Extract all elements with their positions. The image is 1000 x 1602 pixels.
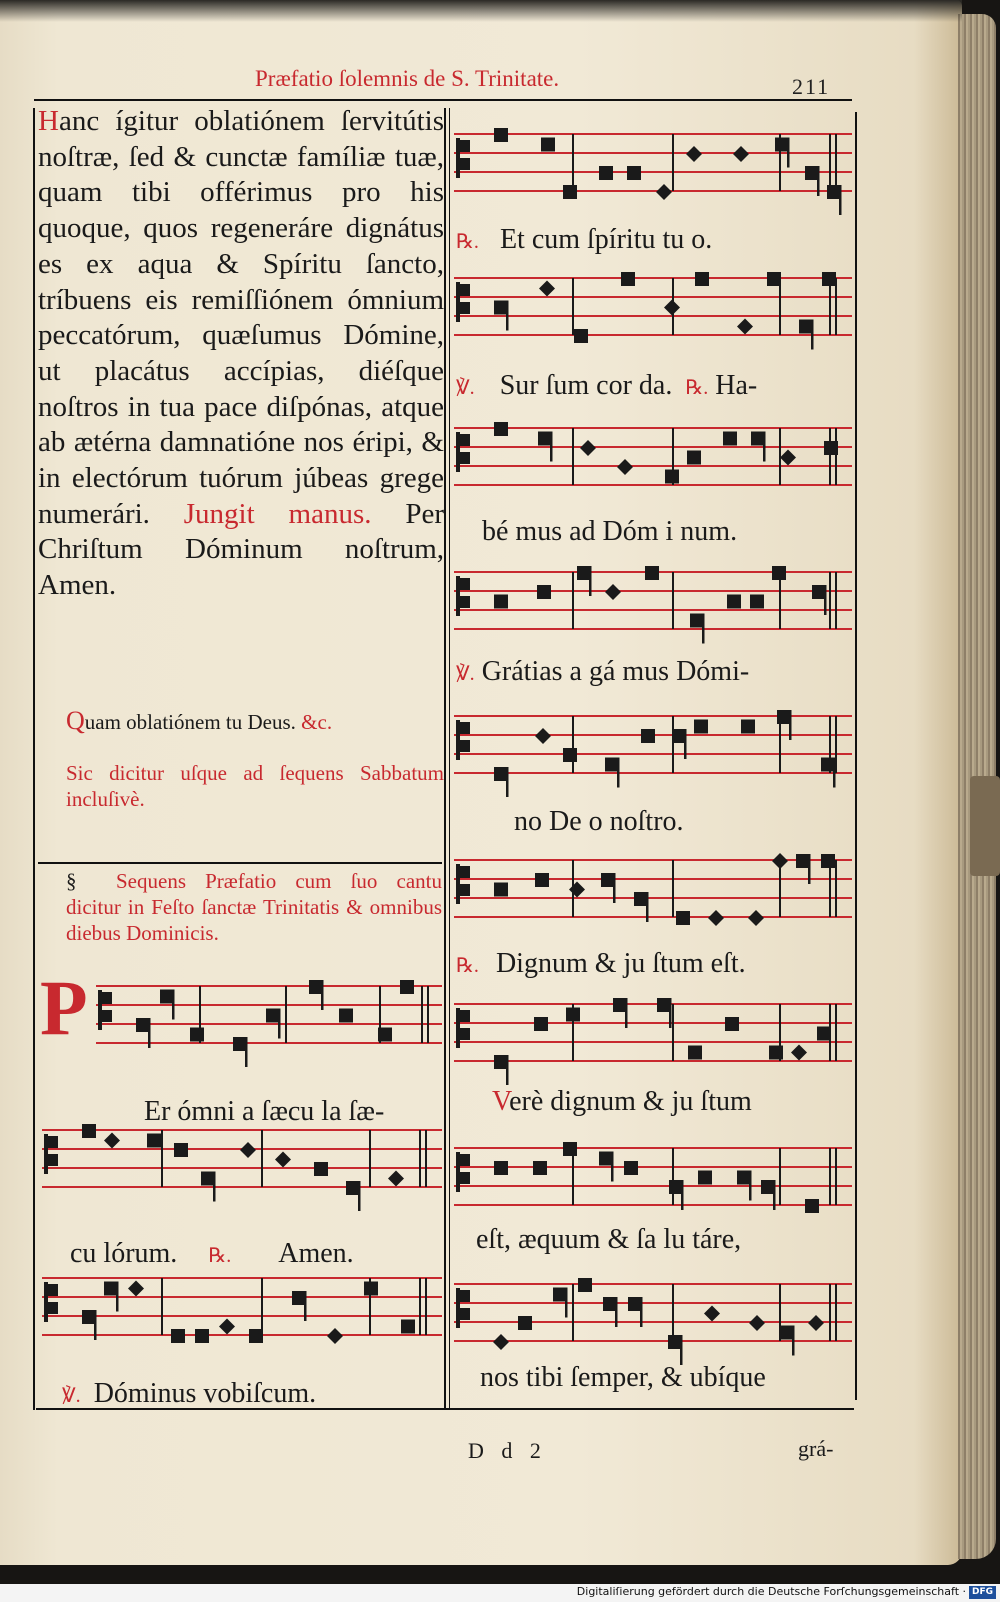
neume-stem <box>763 432 766 462</box>
section-rule <box>38 862 442 864</box>
neume-square <box>266 1009 280 1023</box>
clef-mark <box>460 1154 470 1166</box>
clef-mark <box>460 302 470 314</box>
lyric-right-3: bé mus ad Dóm i num. <box>482 516 738 547</box>
neume-square <box>769 1046 783 1060</box>
neume-square <box>641 729 655 743</box>
neume-square <box>566 1008 580 1022</box>
neume-stem <box>589 566 592 596</box>
clef-mark <box>460 1290 470 1302</box>
staff-right-1 <box>454 126 852 212</box>
header-rule <box>34 99 852 101</box>
neume-square <box>727 595 741 609</box>
catchword: grá- <box>798 1436 834 1461</box>
clef-mark <box>460 740 470 752</box>
clef-mark <box>460 1010 470 1022</box>
neume-square <box>314 1162 328 1176</box>
neume-square <box>494 1055 508 1069</box>
staff-left-3 <box>42 1270 442 1356</box>
neume-stem <box>839 185 842 215</box>
neume-square <box>599 166 613 180</box>
neume-square <box>174 1143 188 1157</box>
neume-stem <box>617 758 620 788</box>
neume-square <box>827 185 841 199</box>
clef-mark <box>460 434 470 446</box>
lyric-right-2 <box>456 370 757 402</box>
neume-square <box>577 566 591 580</box>
neume-diamond <box>708 910 724 926</box>
neume-square <box>578 1278 592 1292</box>
lyric-right-6-text: Dignum & ju ſtum eſt. <box>495 948 746 979</box>
clef-mark <box>460 578 470 590</box>
neume-square <box>767 272 781 286</box>
neume-stem <box>681 1180 684 1210</box>
neume-square <box>494 767 508 781</box>
neume-square <box>777 710 791 724</box>
neume-stem <box>640 1297 643 1327</box>
neume-square <box>613 998 627 1012</box>
neume-square <box>534 1017 548 1031</box>
column-divider-rule-2 <box>449 108 450 1408</box>
lyric-right-1 <box>456 224 712 256</box>
neume-square <box>233 1037 247 1051</box>
big-initial-p: P <box>40 964 88 1051</box>
neume-diamond <box>493 1334 509 1350</box>
clef-stem <box>44 1134 48 1174</box>
lyric-left-3 <box>62 1378 316 1410</box>
neume-diamond <box>128 1281 144 1297</box>
neume-square <box>624 1161 638 1175</box>
staff-right-6 <box>454 852 852 938</box>
clef-mark <box>102 1010 112 1022</box>
neume-square <box>82 1124 96 1138</box>
neume-stem <box>789 710 792 740</box>
neume-square <box>190 1028 204 1042</box>
neume-square <box>676 911 690 925</box>
neume-stem <box>702 614 705 644</box>
lyric-right-2a: Sur ſum cor da. <box>499 370 673 401</box>
neume-stem <box>817 166 820 196</box>
neume-square <box>669 1180 683 1194</box>
neume-stem <box>148 1018 151 1048</box>
clef-mark <box>460 866 470 878</box>
neume-square <box>723 432 737 446</box>
lyric-right-7-text: erè dignum & ju ſtum <box>509 1086 752 1117</box>
neume-stem <box>116 1282 119 1312</box>
neume-stem <box>565 1288 568 1318</box>
response-mark: ℞. <box>456 955 479 977</box>
neume-square <box>817 1027 831 1041</box>
neume-stem <box>787 138 790 168</box>
neume-stem <box>278 1009 281 1039</box>
neume-square <box>494 595 508 609</box>
lyric-left-2 <box>70 1238 354 1270</box>
neume-square <box>201 1172 215 1186</box>
neume-square <box>533 1161 547 1175</box>
clef-stem <box>456 432 460 472</box>
neume-square <box>603 1297 617 1311</box>
neume-diamond <box>704 1306 720 1322</box>
lyric-left-2a: cu lórum. <box>70 1238 178 1269</box>
prayer-text <box>38 104 444 604</box>
signature-mark: D d 2 <box>468 1438 547 1463</box>
neume-square <box>672 729 686 743</box>
neume-square <box>249 1329 263 1343</box>
neume-diamond <box>327 1328 343 1344</box>
lyric-right-5: no De o noſtro. <box>514 806 684 837</box>
neume-diamond <box>656 184 672 200</box>
neume-square <box>821 758 835 772</box>
neume-stem <box>773 1180 776 1210</box>
staff-right-5 <box>454 708 852 794</box>
clef-mark <box>460 158 470 170</box>
neume-square <box>621 272 635 286</box>
staff-left-2 <box>42 1122 442 1208</box>
neume-diamond <box>569 882 585 898</box>
neume-square <box>695 272 709 286</box>
lyric-left-3-text: Dóminus vobiſcum. <box>93 1378 317 1409</box>
neume-square <box>553 1288 567 1302</box>
neume-square <box>799 320 813 334</box>
neume-square <box>761 1180 775 1194</box>
clef-mark <box>48 1284 58 1296</box>
neume-square <box>563 748 577 762</box>
neume-square <box>627 166 641 180</box>
neume-stem <box>213 1172 216 1202</box>
neume-square <box>805 1199 819 1213</box>
neume-square <box>537 585 551 599</box>
staff-right-9 <box>454 1276 852 1362</box>
neume-stem <box>506 301 509 331</box>
neume-diamond <box>791 1045 807 1061</box>
neume-diamond <box>388 1171 404 1187</box>
neume-stem <box>550 432 553 462</box>
neume-stem <box>684 729 687 759</box>
neume-square <box>599 1152 613 1166</box>
neume-square <box>751 432 765 446</box>
neume-square <box>160 990 174 1004</box>
staff-left-1 <box>96 978 442 1064</box>
neume-square <box>812 585 826 599</box>
neume-square <box>657 998 671 1012</box>
clef-mark <box>460 1172 470 1184</box>
rubric-sequens: Sequens Præfatio cum ſuo cantu dicitur in Feſto ſanctæ Trinitatis & omnibus diebus Dominicis. <box>66 869 442 945</box>
lyric-right-6 <box>456 948 746 980</box>
staff-right-3 <box>454 420 852 506</box>
neume-stem <box>646 892 649 922</box>
neume-diamond <box>535 728 551 744</box>
neume-square <box>292 1291 306 1305</box>
lyric-right-2b: Ha- <box>715 370 758 401</box>
drop-initial-h: H <box>38 105 59 137</box>
neume-diamond <box>733 146 749 162</box>
response-mark: ℞. <box>208 1245 232 1267</box>
neume-square <box>104 1282 118 1296</box>
neume-square <box>346 1181 360 1195</box>
neume-square <box>563 185 577 199</box>
neume-square <box>688 1046 702 1060</box>
neume-square <box>694 720 708 734</box>
clef-stem <box>456 576 460 616</box>
neume-square <box>400 980 414 994</box>
lyric-right-4 <box>456 656 749 688</box>
neume-square <box>634 892 648 906</box>
neume-stem <box>358 1181 361 1211</box>
neume-stem <box>321 980 324 1010</box>
staff-right-8 <box>454 1140 852 1226</box>
neume-square <box>698 1171 712 1185</box>
neume-stem <box>304 1291 307 1321</box>
neume-square <box>645 566 659 580</box>
right-frame-rule <box>855 112 857 1400</box>
neume-diamond <box>580 440 596 456</box>
prayer-body: anc ígitur oblatiónem ſervitútis noſtræ, ſed & cunctæ famíliæ tuæ, quam tibi offérimus pro his quoque, quos regeneráre dignátus es ex aqua & Spíritu ſancto, tríbuens eis remiſſiónem ómnium peccatórum, quæſumus Dómine, ut placátus accípias, diéſque noſtros in tua pace diſpónas, atque ab ætérna damnatióne nos éripi, & in electórum tuórum júbeas grege numerári. <box>38 105 444 530</box>
lyric-left-2b: Amen. <box>278 1238 354 1269</box>
quam-initial: Q <box>66 706 85 735</box>
neume-square <box>82 1310 96 1324</box>
neume-stem <box>613 873 616 903</box>
neume-diamond <box>275 1152 291 1168</box>
neume-square <box>309 980 323 994</box>
neume-stem <box>245 1037 248 1067</box>
neume-square <box>737 1171 751 1185</box>
neume-square <box>772 566 786 580</box>
neume-square <box>364 1282 378 1296</box>
versicle-mark: ℣. <box>456 377 475 399</box>
neume-stem <box>669 998 672 1028</box>
quam-etc: &c. <box>301 710 333 734</box>
neume-square <box>518 1316 532 1330</box>
neume-square <box>494 301 508 315</box>
neume-stem <box>172 990 175 1020</box>
neume-square <box>821 854 835 868</box>
running-head: Præfatio ſolemnis de S. Trinitate. <box>255 66 560 91</box>
clef-mark <box>460 596 470 608</box>
neume-square <box>668 1335 682 1349</box>
clef-stem <box>456 1152 460 1192</box>
neume-square <box>822 272 836 286</box>
lyric-right-1-text: Et cum ſpíritu tu o. <box>499 224 713 255</box>
neume-square <box>339 1009 353 1023</box>
clef-mark <box>460 722 470 734</box>
neume-diamond <box>808 1315 824 1331</box>
response-mark: ℞. <box>685 377 709 399</box>
staff-right-7 <box>454 996 852 1082</box>
dfg-logo: DFG <box>969 1586 996 1599</box>
top-shadow <box>0 0 962 22</box>
staff-right-4 <box>454 564 852 650</box>
clef-stem <box>456 1008 460 1048</box>
neume-square <box>401 1320 415 1334</box>
neume-square <box>780 1326 794 1340</box>
neume-stem <box>811 320 814 350</box>
clef-stem <box>98 990 102 1030</box>
neume-diamond <box>780 450 796 466</box>
neume-diamond <box>748 910 764 926</box>
neume-square <box>563 1142 577 1156</box>
neume-square <box>665 470 679 484</box>
clef-stem <box>456 864 460 904</box>
neume-square <box>494 883 508 897</box>
neume-diamond <box>772 853 788 869</box>
neume-square <box>824 441 838 455</box>
neume-diamond <box>749 1315 765 1331</box>
clef-stem <box>456 1288 460 1328</box>
neume-square <box>775 138 789 152</box>
lyric-right-7 <box>492 1086 752 1118</box>
prayer-conclusion: Per Chriſtum Dóminum noſtrum, Amen. <box>38 497 444 602</box>
clef-mark <box>48 1302 58 1314</box>
neume-diamond <box>240 1142 256 1158</box>
neume-diamond <box>605 584 621 600</box>
neume-square <box>741 720 755 734</box>
neume-stem <box>833 758 836 788</box>
neume-square <box>805 166 819 180</box>
neume-diamond <box>104 1133 120 1149</box>
neume-square <box>687 451 701 465</box>
clef-stem <box>456 138 460 178</box>
neume-square <box>494 128 508 142</box>
neume-square <box>541 138 555 152</box>
neume-diamond <box>664 300 680 316</box>
lyric-right-8: eſt, æquum & ſa lu táre, <box>476 1224 742 1255</box>
lyric-right-4-text: Grátias a gá mus Dómi- <box>481 656 750 687</box>
clef-stem <box>44 1282 48 1322</box>
response-mark: ℞. <box>456 231 479 253</box>
neume-square <box>147 1134 161 1148</box>
neume-diamond <box>539 281 555 297</box>
rubric-sic: Sic dicitur uſque ad ſequens Sabbatum incluſivè. <box>66 761 444 811</box>
neume-square <box>494 1161 508 1175</box>
neume-stem <box>824 585 827 615</box>
neume-square <box>171 1329 185 1343</box>
neume-square <box>750 595 764 609</box>
neume-stem <box>615 1297 618 1327</box>
neume-stem <box>625 998 628 1028</box>
clef-stem <box>456 282 460 322</box>
neume-stem <box>94 1310 97 1340</box>
neume-square <box>796 854 810 868</box>
neume-square <box>574 329 588 343</box>
neume-square <box>601 873 615 887</box>
clef-mark <box>48 1154 58 1166</box>
versicle-mark: ℣. <box>62 1385 81 1407</box>
neume-square <box>690 614 704 628</box>
clef-stem <box>456 720 460 760</box>
column-divider-rule <box>444 108 446 1408</box>
neume-square <box>628 1297 642 1311</box>
neume-diamond <box>686 146 702 162</box>
neume-stem <box>749 1171 752 1201</box>
neume-stem <box>506 767 509 797</box>
neume-stem <box>808 854 811 884</box>
neume-diamond <box>617 459 633 475</box>
neume-square <box>535 873 549 887</box>
neume-diamond <box>737 319 753 335</box>
page-tab <box>970 776 1000 876</box>
neume-square <box>538 432 552 446</box>
initial-v: V <box>492 1086 510 1117</box>
left-frame-rule <box>33 108 35 1410</box>
lyric-left-1: Er ómni a ſæcu la ſæ- <box>144 1096 385 1127</box>
quam-line <box>66 708 446 735</box>
clef-mark <box>460 284 470 296</box>
neume-stem <box>792 1326 795 1356</box>
neume-square <box>378 1028 392 1042</box>
neume-square <box>725 1017 739 1031</box>
neume-square <box>136 1018 150 1032</box>
clef-mark <box>460 140 470 152</box>
neume-stem <box>611 1152 614 1182</box>
neume-square <box>605 758 619 772</box>
clef-mark <box>460 1028 470 1040</box>
lyric-right-9: nos tibi ſemper, & ubíque <box>480 1362 766 1393</box>
staff-right-2 <box>454 270 852 356</box>
section-mark: § <box>66 869 77 893</box>
neume-diamond <box>219 1319 235 1335</box>
quam-text: uam oblatiónem tu Deus. <box>84 710 296 734</box>
rubric-jungit: Jungit manus. <box>183 497 372 530</box>
versicle-mark: ℣. <box>456 663 475 685</box>
neume-square <box>195 1329 209 1343</box>
clef-mark <box>102 992 112 1004</box>
clef-mark <box>48 1136 58 1148</box>
clef-mark <box>460 1308 470 1320</box>
clef-mark <box>460 884 470 896</box>
neume-stem <box>506 1055 509 1085</box>
page-number: 211 <box>792 74 831 99</box>
neume-square <box>494 422 508 436</box>
neume-stem <box>680 1335 683 1365</box>
credit-text: Digitaliſierung gefördert durch die Deutsche Forſchungsgemeinschaft · <box>576 1585 966 1598</box>
clef-mark <box>460 452 470 464</box>
